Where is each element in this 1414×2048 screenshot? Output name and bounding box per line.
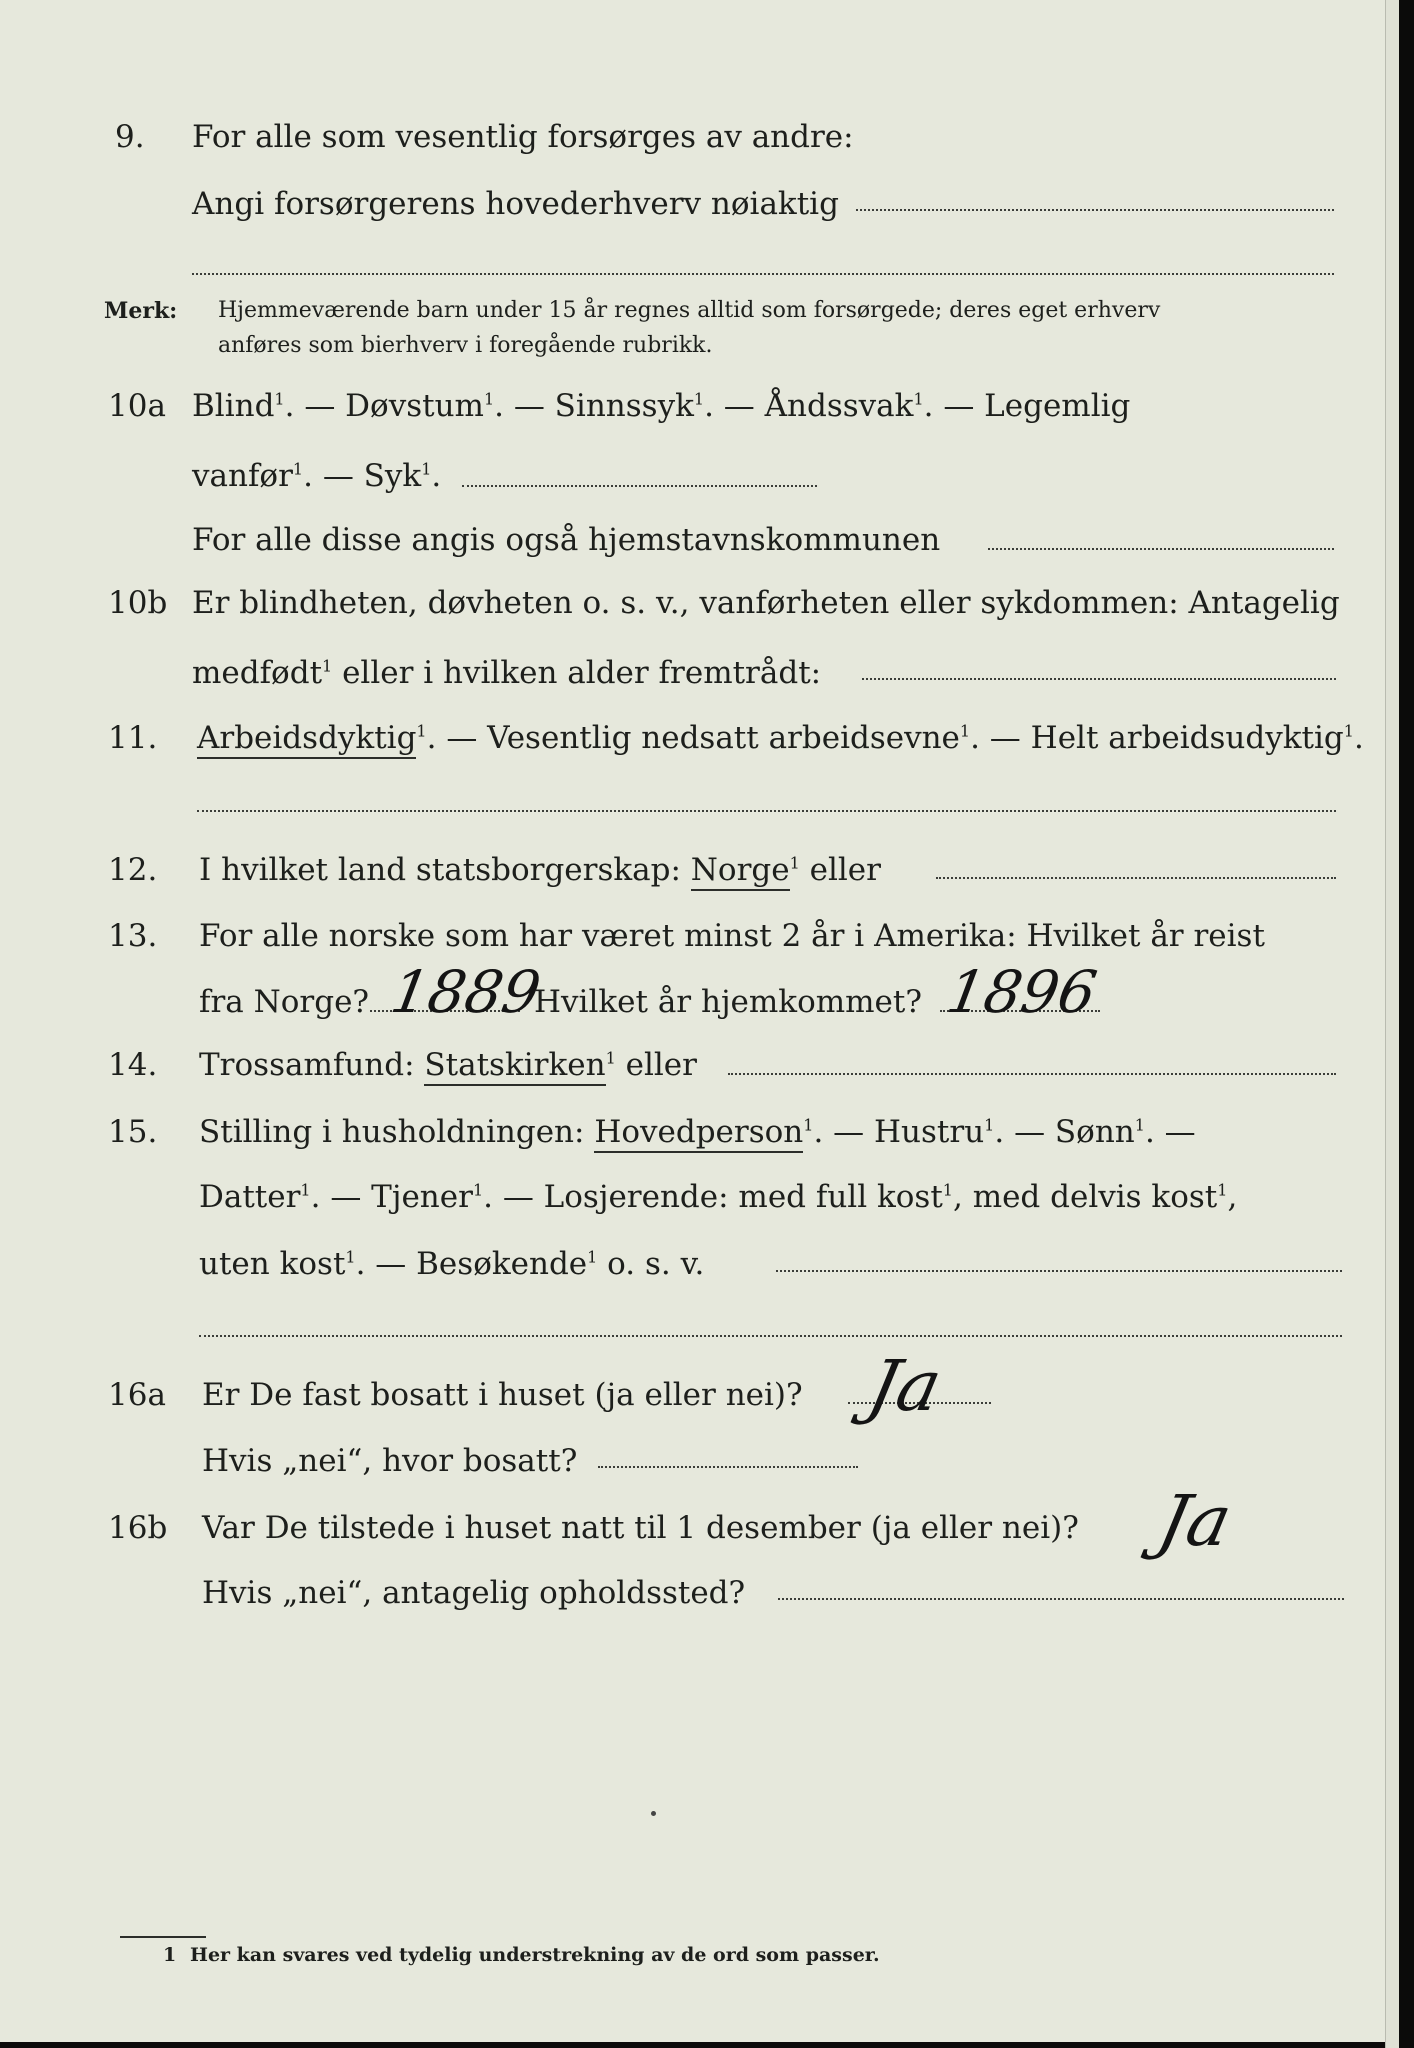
opt-nedsatt-arbeidsevne[interactable]: . — Vesentlig nedsatt arbeidsevne [426, 720, 960, 756]
q15-answer-line[interactable] [776, 1270, 1342, 1272]
opt-sinnssyk[interactable]: . — Sinnssyk [494, 388, 694, 424]
opt-uten-kost[interactable]: uten kost [199, 1246, 346, 1282]
footnote-ref: 1 [345, 1247, 356, 1267]
q12-eller: eller [799, 852, 881, 888]
opt-medfodt[interactable]: medfødt [192, 655, 323, 691]
q16b-number: 16b [108, 1510, 168, 1546]
q10b-line1: Er blindheten, døvheten o. s. v., vanførheten eller sykdommen: Antagelig [192, 585, 1340, 621]
footnote-rule [120, 1936, 206, 1938]
footnote-ref: 1 [803, 1115, 814, 1135]
footnote-ref: 1 [942, 1180, 953, 1200]
q16b-answer[interactable]: Ja [1151, 1480, 1239, 1562]
opt-besokende[interactable]: . — Besøkende [355, 1246, 588, 1282]
q12-number: 12. [108, 852, 158, 888]
q16b-line2: Hvis „nei“, antagelig opholdssted? [202, 1575, 746, 1611]
merk-line2: anføres som bierhverv i foregående rubrikk. [218, 333, 713, 358]
q9-line1: For alle som vesentlig forsørges av andre: [192, 119, 854, 155]
opt-arbeidsudyktig[interactable]: . — Helt arbeidsudyktig [970, 720, 1344, 756]
q10a-answer-line[interactable] [462, 485, 817, 487]
q10b-line2 [192, 655, 821, 691]
q13-number: 13. [108, 918, 158, 954]
opt-full-kost[interactable]: . — Losjerende: med full kost [483, 1179, 943, 1215]
opt-sonn[interactable]: . — Sønn [994, 1114, 1135, 1150]
q11-line [197, 720, 1364, 756]
footnote-ref: 1 [292, 459, 304, 479]
footnote-ref: 1 [1217, 1180, 1228, 1200]
q15-extra-line[interactable] [199, 1335, 1342, 1337]
q10a-line2-end: . [431, 458, 442, 494]
paper-edge [1385, 0, 1399, 2048]
footnote-ref: 1 [959, 721, 971, 741]
ink-dot [651, 1811, 656, 1816]
q13-line1: For alle norske som har været minst 2 år i Amerika: Hvilket år reist [199, 918, 1265, 954]
footnote-ref: 1 [984, 1115, 995, 1135]
q15-line3 [199, 1246, 704, 1282]
footnote-ref: 1 [421, 459, 432, 479]
q10b-answer-line[interactable] [862, 678, 1336, 680]
opt-hovedperson-underlined[interactable]: Hovedperson [594, 1114, 803, 1153]
q12-line [199, 852, 881, 888]
footnote-ref: 1 [472, 1180, 484, 1200]
q16a-answer[interactable]: Ja [861, 1345, 949, 1427]
q10b-alder-text: eller i hvilken alder fremtrådt: [332, 655, 822, 691]
q16a-bosatt-line[interactable] [598, 1466, 858, 1468]
opt-vanfor[interactable]: vanfør [192, 458, 293, 494]
footnote-ref: 1 [300, 1180, 311, 1200]
q16b-answer-line[interactable] [778, 1598, 1344, 1600]
q14-eller: eller [615, 1047, 697, 1083]
q15-line2 [199, 1179, 1237, 1215]
q12-question: I hvilket land statsborgerskap: [199, 852, 691, 888]
q9-answer-line[interactable] [856, 209, 1334, 211]
q11-extra-line[interactable] [197, 810, 1336, 812]
merk-line1: Hjemmeværende barn under 15 år regnes alltid som forsørgede; deres eget erhverv [218, 298, 1161, 323]
footnote-ref: 1 [693, 389, 705, 409]
opt-legemlig[interactable]: . — Legemlig [923, 388, 1131, 424]
footnote-ref: 1 [605, 1048, 616, 1068]
q9-line2: Angi forsørgerens hovederhverv nøiaktig [192, 186, 839, 222]
q13-hjemkommet: Hvilket år hjemkommet? [534, 984, 922, 1020]
q13-answer-hjemkommet[interactable]: 1896 [942, 958, 1102, 1026]
opt-dovstum[interactable]: . — Døvstum [284, 388, 484, 424]
q10b-number: 10b [108, 585, 168, 621]
q10a-line3: For alle disse angis også hjemstavnskommunen [192, 522, 941, 558]
q11-number: 11. [108, 720, 158, 756]
footnote-ref: 1 [789, 853, 800, 873]
opt-statskirken-underlined[interactable]: Statskirken [424, 1047, 605, 1086]
q14-line [199, 1047, 697, 1083]
q16a-line1: Er De fast bosatt i huset (ja eller nei)? [202, 1377, 803, 1413]
q15-number: 15. [108, 1114, 158, 1150]
q10a-number: 10a [108, 388, 166, 424]
opt-arbeidsdyktig-underlined[interactable]: Arbeidsdyktig [197, 720, 416, 759]
footnote-ref: 1 [1343, 721, 1354, 741]
opt-norge-underlined[interactable]: Norge [691, 852, 790, 891]
footnote-ref: 1 [274, 389, 285, 409]
opt-datter[interactable]: Datter [199, 1179, 301, 1215]
footnote-ref: 1 [913, 389, 924, 409]
q15-osv: o. s. v. [597, 1246, 705, 1282]
q16a-line2: Hvis „nei“, hvor bosatt? [202, 1443, 578, 1479]
footnote-ref: 1 [587, 1247, 598, 1267]
q15-question: Stilling i husholdningen: [199, 1114, 595, 1150]
q9-number: 9. [115, 119, 145, 155]
q13-answer-reist[interactable]: 1889 [386, 958, 546, 1026]
q15-line1-end: . — [1144, 1114, 1196, 1150]
q14-number: 14. [108, 1047, 158, 1083]
q15-line2-end: , [1227, 1179, 1238, 1215]
footnote-ref: 1 [322, 656, 333, 676]
q13-fra-norge: fra Norge? [199, 984, 370, 1020]
opt-tjener[interactable]: . — Tjener [310, 1179, 473, 1215]
q10a-line1 [192, 388, 1130, 424]
opt-andssvak[interactable]: . — Åndssvak [704, 388, 914, 424]
q10a-kommune-line[interactable] [988, 548, 1334, 550]
q12-answer-line[interactable] [936, 877, 1336, 879]
merk-label: Merk: [104, 298, 178, 324]
q16a-number: 16a [108, 1377, 166, 1413]
q10a-line2 [192, 458, 441, 494]
footnote-text: Her kan svares ved tydelig understrekning av de ord som passer. [190, 1944, 880, 1966]
opt-syk[interactable]: . — Syk [303, 458, 422, 494]
q9-extra-line[interactable] [192, 273, 1334, 275]
q14-question: Trossamfund: [199, 1047, 425, 1083]
q16b-line1: Var De tilstede i huset natt til 1 desember (ja eller nei)? [202, 1510, 1079, 1546]
footnote-mark: 1 [163, 1944, 177, 1966]
footnote-ref: 1 [483, 389, 495, 409]
q11-end: . [1353, 720, 1364, 756]
q15-line1 [199, 1114, 1196, 1150]
q14-answer-line[interactable] [728, 1073, 1336, 1075]
footnote-ref: 1 [1134, 1115, 1145, 1135]
opt-delvis-kost[interactable]: , med delvis kost [952, 1179, 1218, 1215]
footnote-ref: 1 [416, 721, 427, 741]
opt-hustru[interactable]: . — Hustru [813, 1114, 985, 1150]
opt-blind[interactable]: Blind [192, 388, 275, 424]
